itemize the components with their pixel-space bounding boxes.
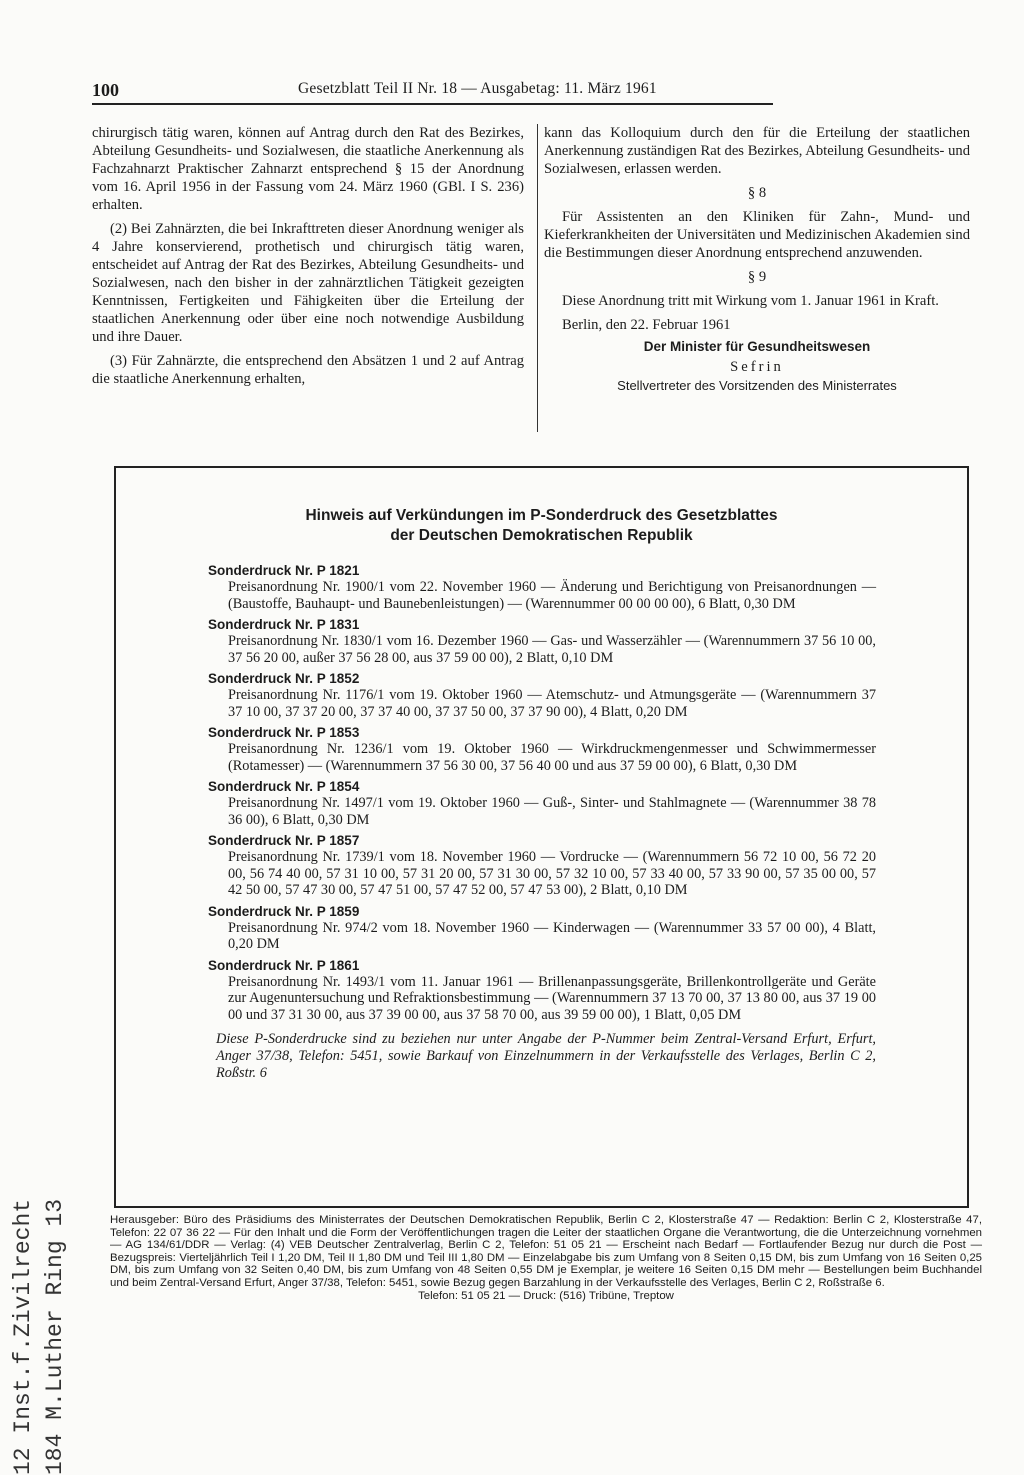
paragraph-continuation-right: kann das Kolloquium durch den für die Erteilung der staatlichen Anerkennung zuständigen Rat des Bezirkes, Abteilung Gesundheits- und Sozialwesen, erlassen werden. xyxy=(544,125,970,177)
sonderdruck-entry xyxy=(208,616,876,666)
column-divider xyxy=(537,124,538,432)
sonderdruck-entry xyxy=(208,903,876,953)
entry-heading: Sonderdruck Nr. P 1831 xyxy=(208,617,360,632)
entry-body: Preisanordnung Nr. 1176/1 vom 19. Oktober 1960 — Atemschutz- und Atmungsgeräte — (Warennummern 37 37 10 00, 37 37 20 00, 37 37 40 00, 37 37 50 00, 37 37 90 00), 4 Blatt, 0,20 DM xyxy=(228,687,876,720)
sonderdruck-entry xyxy=(208,670,876,720)
entry-body: Preisanordnung Nr. 1493/1 vom 11. Januar 1961 — Brillenanpassungsgeräte, Brillenkontrollgeräte und Geräte zur Augenuntersuchung und Refraktionsbestimmung — (Warennummern 37 13 70 00, 37 13 80 00, aus 37 19 00 00 und 37 31 30 00, aus 37 39 00 00, aus 37 58 70 00, aus 39 59 00 00), 1 Blatt, 0,05 DM xyxy=(228,973,876,1023)
stamp-line-2: 184 M.Luther Ring 13 xyxy=(42,1198,68,1475)
minister-title: Der Minister für Gesundheitswesen xyxy=(643,339,871,354)
sonderdruck-entry xyxy=(208,832,876,899)
signature-block xyxy=(544,338,970,395)
paragraph-2: (2) Bei Zahnärzten, die bei Inkrafttreten dieser Anordnung weniger als 4 Jahre konservierend, prothetisch und chirurgisch tätig waren, entscheidet auf Antrag der Rat des Bezirkes, Abteilung Gesundheits- und Sozialwesen, nach den bisher in der zahnärztlichen Tätigkeit gezeigten Kenntnissen, Fertigkeiten und Fähigkeiten über die Erteilung der staatlichen Anerkennung oder über eine noch notwendige Ausbildung und ihre Dauer. xyxy=(92,221,524,345)
entry-body: Preisanordnung Nr. 974/2 vom 18. November 1960 — Kinderwagen — (Warennummer 33 57 00 00), 4 Blatt, 0,20 DM xyxy=(228,919,876,952)
running-title: Gesetzblatt Teil II Nr. 18 — Ausgabetag: 11. März 1961 xyxy=(298,80,657,97)
signer-role: Stellvertreter des Vorsitzenden des Ministerrates xyxy=(617,378,897,393)
entry-heading: Sonderdruck Nr. P 1857 xyxy=(208,833,360,848)
entry-body: Preisanordnung Nr. 1830/1 vom 16. Dezember 1960 — Gas- und Wasserzähler — (Warennummern 37 56 10 00, 37 56 20 00, außer 37 56 28 00, aus 37 59 00 00), 2 Blatt, 0,10 DM xyxy=(228,633,876,666)
notice-box-title xyxy=(116,506,967,546)
ordering-notice: Diese P-Sonderdrucke sind zu beziehen nur unter Angabe der P-Nummer beim Zentral-Versand Erfurt, Erfurt, Anger 37/38, Telefon: 5451, sowie Barkauf von Einzelnummern in der Verkaufsstelle des Verlages, Berlin C 2, Roßstr. 6 xyxy=(216,1031,876,1081)
entry-body: Preisanordnung Nr. 1900/1 vom 22. November 1960 — Änderung und Berichtigung von Preisanordnungen — (Baustoffe, Bauhaupt- und Baunebenleistungen) — (Warennummer 00 00 00 00), 6 Blatt, 0,30 DM xyxy=(228,579,876,612)
section-8-heading: § 8 xyxy=(747,185,767,201)
entry-body: Preisanordnung Nr. 1236/1 vom 19. Oktober 1960 — Wirkdruckmengenmesser und Schwimmermesser (Rotamesser) — (Warennummern 37 56 30 00, 37 56 40 00 und aus 37 59 00 00), 6 Blatt, 0,30 DM xyxy=(228,741,876,774)
entry-heading: Sonderdruck Nr. P 1852 xyxy=(208,671,360,686)
section-9-text: Diese Anordnung tritt mit Wirkung vom 1. Januar 1961 in Kraft. xyxy=(562,293,939,309)
entry-heading: Sonderdruck Nr. P 1854 xyxy=(208,779,360,794)
entry-heading: Sonderdruck Nr. P 1853 xyxy=(208,725,360,740)
sonderdruck-entry xyxy=(208,778,876,828)
entry-heading: Sonderdruck Nr. P 1859 xyxy=(208,903,360,919)
colophon-last-line: Telefon: 51 05 21 — Druck: (516) Tribüne, Treptow xyxy=(418,1289,674,1302)
paragraph-continuation: chirurgisch tätig waren, können auf Antrag durch den Rat des Bezirkes, Abteilung Gesundheits- und Sozialwesen, die staatliche Anerkennung als Fachzahnarzt Praktischer Zahnarzt entsprechend § 15 der Anordnung vom 16. April 1956 in der Fassung vom 24. März 1960 (GBl. I S. 236) erhalten. xyxy=(92,125,524,213)
notice-title-line-2: der Deutschen Demokratischen Republik xyxy=(390,527,693,544)
library-stamp xyxy=(7,1155,77,1475)
colophon-text: Herausgeber: Büro des Präsidiums des Ministerrates der Deutschen Demokratischen Republik, Berlin C 2, Klosterstraße 47 — Redaktion: Berlin C 2, Klosterstraße 47, Telefon: 22 07 36 22 — Für den Inhalt und die Form der Veröffentlichungen tragen die Leiter der staatlichen Organe die Verantwortung, die die Unterzeichnung vornehmen — AG 134/61/DDR — Verlag: (4) VEB Deutscher Zentralverlag, Berlin C 2, Telefon: 51 05 21 — Erscheint nach Bedarf — Fortlaufender Bezug nur durch die Post — Bezugspreis: Vierteljährlich Teil I 1,20 DM, Teil II 1,80 DM und Teil III 1,80 DM — Einzelabgabe bis zum Umfang von 8 Seiten 0,15 DM, bis zum Umfang von 16 Seiten 0,25 DM, bis zum Umfang von 32 Seiten 0,40 DM, bis zum Umfang von 48 Seiten 0,55 DM je Exemplar, je weitere 16 Seiten 0,15 DM mehr — Bestellungen beim Buchhandel und beim Zentral-Versand Erfurt, Anger 37/38, Telefon: 5451, sowie Bezug gegen Barzahlung in der Verkaufsstelle des Verlages, Berlin C 2, Roßstraße 6. xyxy=(110,1214,982,1289)
sonderdruck-entry xyxy=(208,724,876,774)
section-9-heading: § 9 xyxy=(747,269,767,285)
notice-title-line-1: Hinweis auf Verkündungen im P-Sonderdruck des Gesetzblattes xyxy=(305,507,778,524)
entry-body: Preisanordnung Nr. 1497/1 vom 19. Oktober 1960 — Guß-, Sinter- und Stahlmagnete — (Warennummer 38 78 36 00), 6 Blatt, 0,30 DM xyxy=(228,795,876,828)
sonderdruck-entry xyxy=(208,957,876,1024)
colophon xyxy=(110,1214,982,1302)
stamp-line-1: 12 Inst.f.Zivilrecht xyxy=(10,1198,36,1475)
section-8-text: Für Assistenten an den Kliniken für Zahn-, Mund- und Kieferkrankheiten der Universitäten und Medizinischen Akademien sind die Bestimmungen dieser Anordnung entsprechend anzuwenden. xyxy=(544,209,970,261)
signer-name: Sefrin xyxy=(730,359,784,375)
sonderdruck-list xyxy=(208,562,876,1082)
place-date: Berlin, den 22. Februar 1961 xyxy=(562,317,731,333)
entry-heading: Sonderdruck Nr. P 1821 xyxy=(208,563,360,578)
paragraph-3: (3) Für Zahnärzte, die entsprechend den Absätzen 1 und 2 auf Antrag die staatliche Anerkennung erhalten, xyxy=(92,353,524,387)
right-column xyxy=(544,124,970,395)
header-rule xyxy=(92,103,773,105)
page-header xyxy=(92,80,772,102)
entry-heading: Sonderdruck Nr. P 1861 xyxy=(208,957,360,973)
page-number: 100 xyxy=(92,80,119,100)
sonderdruck-entry xyxy=(208,562,876,612)
entry-body: Preisanordnung Nr. 1739/1 vom 18. November 1960 — Vordrucke — (Warennummern 56 72 10 00, 56 72 20 00, 56 74 40 00, 57 31 10 00, 57 31 20 00, 57 31 30 00, 57 32 10 00, 57 33 40 00, 57 33 90 00, 57 35 00 00, 57 42 50 00, 57 47 30 00, 57 47 51 00, 57 47 52 00, 57 47 53 00), 2 Blatt, 0,10 DM xyxy=(228,849,876,898)
left-column xyxy=(92,124,524,394)
p-sonderdruck-notice-box xyxy=(114,466,969,1208)
